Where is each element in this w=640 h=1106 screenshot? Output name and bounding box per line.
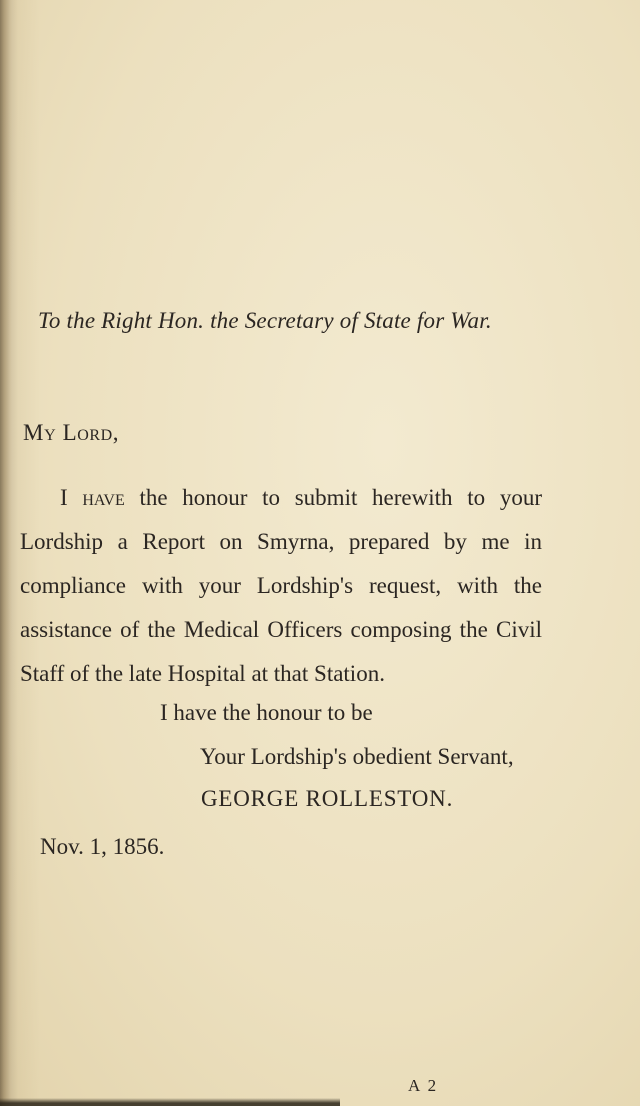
body-line-text: assistance of the Medical Officers composing the Civil	[20, 617, 542, 642]
letter-salutation	[23, 420, 119, 446]
body-line-text: compliance with your Lordship's request, with the	[20, 573, 542, 598]
letter-address: To the Right Hon. the Secretary of State for War.	[38, 308, 492, 333]
body-line-smallcaps: have	[82, 485, 125, 510]
body-line-text: the honour to submit herewith to your	[124, 485, 542, 510]
body-line	[20, 476, 542, 520]
body-line	[20, 520, 542, 564]
salutation-lead: M	[23, 420, 45, 445]
body-line	[20, 564, 542, 608]
body-line	[20, 608, 542, 652]
body-line	[20, 652, 542, 696]
letter-closing-line-2: Your Lordship's obedient Servant,	[200, 744, 514, 769]
letter-body	[20, 476, 542, 696]
page-bottom-edge	[0, 1098, 340, 1106]
letter-date: Nov. 1, 1856.	[40, 834, 165, 859]
letter-signature: GEORGE ROLLESTON.	[201, 786, 454, 811]
salutation-rest: y Lord,	[44, 420, 120, 445]
page-gutter-shadow	[0, 0, 12, 1106]
body-line-text: Lordship a Report on Smyrna, prepared by me in	[20, 529, 542, 554]
body-line-lead: I	[60, 485, 83, 510]
letter-closing-line-1: I have the honour to be	[160, 700, 373, 725]
page-folio: A 2	[408, 1076, 439, 1095]
body-line-text: Staff of the late Hospital at that Station.	[20, 661, 385, 686]
